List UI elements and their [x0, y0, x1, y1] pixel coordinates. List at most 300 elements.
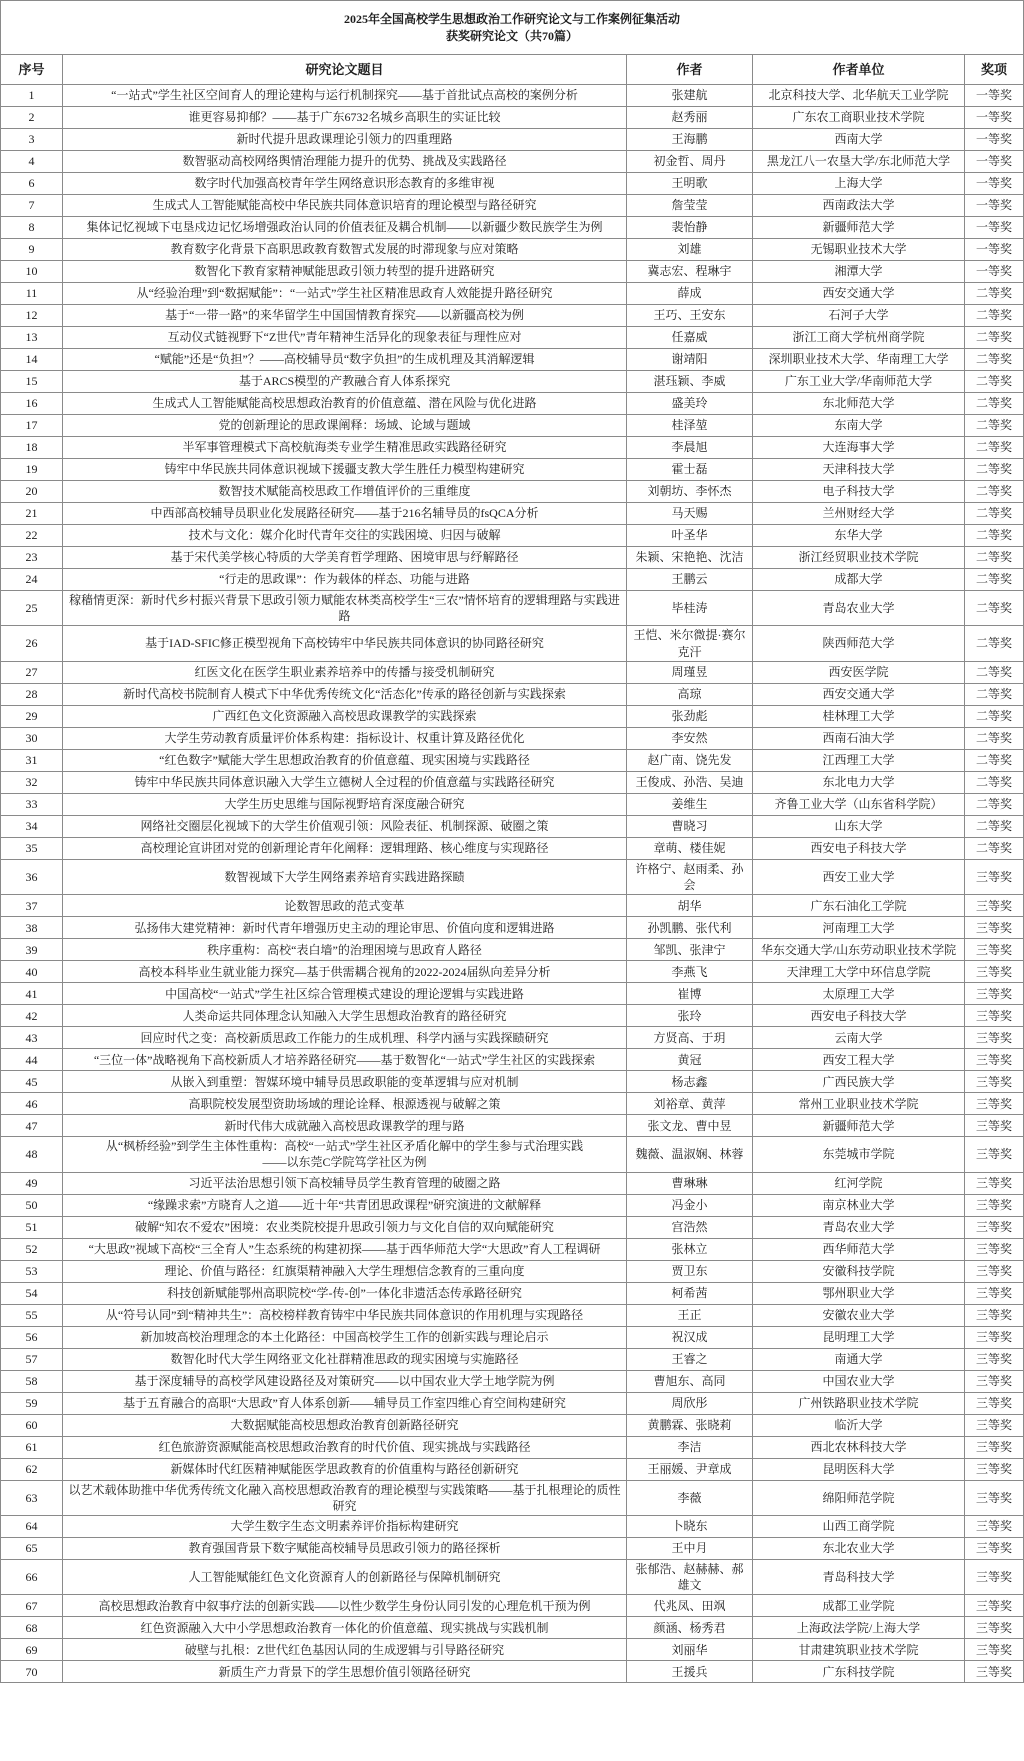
paper-author: 胡华	[627, 895, 753, 917]
table-row	[1, 1436, 1024, 1458]
paper-title: 破壁与扎根：Z世代红色基因认同的生成逻辑与引导路径研究	[63, 1639, 627, 1661]
paper-award: 一等奖	[965, 107, 1024, 129]
row-number: 13	[1, 327, 63, 349]
paper-award: 三等奖	[965, 1348, 1024, 1370]
row-number: 15	[1, 371, 63, 393]
paper-award: 二等奖	[965, 569, 1024, 591]
table-row	[1, 1304, 1024, 1326]
row-number: 1	[1, 85, 63, 107]
row-number: 55	[1, 1304, 63, 1326]
paper-unit: 山东大学	[753, 815, 965, 837]
paper-award: 三等奖	[965, 1216, 1024, 1238]
table-row	[1, 1348, 1024, 1370]
paper-unit: 齐鲁工业大学（山东省科学院）	[753, 793, 965, 815]
paper-title: 基于ARCS模型的产教融合育人体系探究	[63, 371, 627, 393]
row-number: 40	[1, 961, 63, 983]
paper-unit: 华东交通大学/山东劳动职业技术学院	[753, 939, 965, 961]
paper-title: 秩序重构：高校“表白墙”的治理困境与思政育人路径	[63, 939, 627, 961]
paper-award: 三等奖	[965, 859, 1024, 894]
paper-unit: 甘肃建筑职业技术学院	[753, 1639, 965, 1661]
row-number: 60	[1, 1414, 63, 1436]
paper-award: 二等奖	[965, 749, 1024, 771]
table-row	[1, 195, 1024, 217]
paper-author: 刘朝坊、李怀杰	[627, 481, 753, 503]
paper-title: 大数据赋能高校思想政治教育创新路径研究	[63, 1414, 627, 1436]
paper-author: 祝汉成	[627, 1326, 753, 1348]
paper-title: 铸牢中华民族共同体意识融入大学生立德树人全过程的价值意蕴与实践路径研究	[63, 771, 627, 793]
paper-unit: 成都大学	[753, 569, 965, 591]
paper-author: 霍士磊	[627, 459, 753, 481]
row-number: 3	[1, 129, 63, 151]
paper-author: 张建航	[627, 85, 753, 107]
row-number: 42	[1, 1005, 63, 1027]
row-number: 6	[1, 173, 63, 195]
paper-author: 叶圣华	[627, 525, 753, 547]
paper-author: 方贤高、于玥	[627, 1027, 753, 1049]
paper-unit: 广东科技学院	[753, 1661, 965, 1683]
paper-award: 二等奖	[965, 327, 1024, 349]
paper-author: 王丽媛、尹章成	[627, 1458, 753, 1480]
paper-author: 张玲	[627, 1005, 753, 1027]
row-number: 7	[1, 195, 63, 217]
paper-award: 二等奖	[965, 705, 1024, 727]
row-number: 17	[1, 415, 63, 437]
paper-author: 刘雄	[627, 239, 753, 261]
paper-award: 三等奖	[965, 1282, 1024, 1304]
paper-award: 三等奖	[965, 1304, 1024, 1326]
table-row	[1, 1071, 1024, 1093]
paper-unit: 电子科技大学	[753, 481, 965, 503]
paper-award: 二等奖	[965, 437, 1024, 459]
paper-author: 盛美玲	[627, 393, 753, 415]
paper-title: 数智化时代大学生网络亚文化社群精准思政的现实困境与实施路径	[63, 1348, 627, 1370]
paper-title: 网络社交圈层化视域下的大学生价值观引领：风险表征、机制探源、破圈之策	[63, 815, 627, 837]
paper-author: 曹晓习	[627, 815, 753, 837]
paper-author: 王正	[627, 1304, 753, 1326]
row-number: 61	[1, 1436, 63, 1458]
paper-title: 党的创新理论的思政课阐释：场域、论域与题域	[63, 415, 627, 437]
paper-title: “红色数字”赋能大学生思想政治教育的价值意蕴、现实困境与实践路径	[63, 749, 627, 771]
row-number: 41	[1, 983, 63, 1005]
table-row	[1, 1392, 1024, 1414]
paper-author: 黄冠	[627, 1049, 753, 1071]
paper-title: 互动仪式链视野下“Z世代”青年精神生活异化的现象表征与理性应对	[63, 327, 627, 349]
paper-title: 数智视域下大学生网络素养培育实践进路探赜	[63, 859, 627, 894]
table-row	[1, 591, 1024, 626]
paper-award: 三等奖	[965, 1093, 1024, 1115]
paper-unit: 新疆师范大学	[753, 217, 965, 239]
paper-title: 新媒体时代红医精神赋能医学思政教育的价值重构与路径创新研究	[63, 1458, 627, 1480]
paper-unit: 桂林理工大学	[753, 705, 965, 727]
paper-award: 二等奖	[965, 661, 1024, 683]
paper-title: 高校本科毕业生就业能力探究—基于供需耦合视角的2022-2024届纵向差异分析	[63, 961, 627, 983]
paper-author: 李安然	[627, 727, 753, 749]
table-row	[1, 1115, 1024, 1137]
row-number: 29	[1, 705, 63, 727]
row-number: 64	[1, 1515, 63, 1537]
row-number: 48	[1, 1137, 63, 1172]
row-number: 27	[1, 661, 63, 683]
row-number: 56	[1, 1326, 63, 1348]
row-number: 38	[1, 917, 63, 939]
paper-award: 一等奖	[965, 85, 1024, 107]
table-row	[1, 661, 1024, 683]
paper-title: 新质生产力背景下的学生思想价值引领路径研究	[63, 1661, 627, 1683]
paper-title: 半军事管理模式下高校航海类专业学生精准思政实践路径研究	[63, 437, 627, 459]
paper-title: 基于宋代美学核心特质的大学美育哲学理路、困境审思与纾解路径	[63, 547, 627, 569]
paper-award: 三等奖	[965, 1414, 1024, 1436]
paper-author: 刘裕章、黄萍	[627, 1093, 753, 1115]
paper-award: 二等奖	[965, 305, 1024, 327]
paper-title: 中国高校“一站式”学生社区综合管理模式建设的理论逻辑与实践进路	[63, 983, 627, 1005]
table-row	[1, 1282, 1024, 1304]
column-header-unit: 作者单位	[753, 55, 965, 85]
paper-author: 裴怡静	[627, 217, 753, 239]
paper-award: 二等奖	[965, 683, 1024, 705]
paper-author: 张劲彪	[627, 705, 753, 727]
paper-title: 大学生劳动教育质量评价体系构建：指标设计、权重计算及路径优化	[63, 727, 627, 749]
paper-unit: 东北农业大学	[753, 1537, 965, 1559]
paper-title: 大学生历史思维与国际视野培育深度融合研究	[63, 793, 627, 815]
paper-award: 一等奖	[965, 261, 1024, 283]
paper-award: 三等奖	[965, 1049, 1024, 1071]
table-row	[1, 815, 1024, 837]
row-number: 62	[1, 1458, 63, 1480]
row-number: 18	[1, 437, 63, 459]
paper-unit: 西安电子科技大学	[753, 1005, 965, 1027]
paper-award: 二等奖	[965, 349, 1024, 371]
paper-award: 二等奖	[965, 815, 1024, 837]
paper-title: 高校理论宣讲团对党的创新理论青年化阐释：逻辑理路、核心维度与实现路径	[63, 837, 627, 859]
row-number: 2	[1, 107, 63, 129]
table-row	[1, 917, 1024, 939]
paper-author: 王巧、王安东	[627, 305, 753, 327]
paper-author: 冀志宏、程琳宇	[627, 261, 753, 283]
table-row	[1, 151, 1024, 173]
paper-award: 一等奖	[965, 239, 1024, 261]
row-number: 50	[1, 1194, 63, 1216]
paper-title: 基于五育融合的高职“大思政”育人体系创新——辅导员工作室四维心育空间构建研究	[63, 1392, 627, 1414]
paper-title: “行走的思政课”：作为载体的样态、功能与进路	[63, 569, 627, 591]
paper-award: 二等奖	[965, 283, 1024, 305]
paper-unit: 浙江工商大学杭州商学院	[753, 327, 965, 349]
paper-author: 王恺、米尔微提·赛尔克汗	[627, 626, 753, 661]
paper-title: 论数智思政的范式变革	[63, 895, 627, 917]
table-row	[1, 983, 1024, 1005]
paper-author: 毕桂涛	[627, 591, 753, 626]
paper-author: 崔博	[627, 983, 753, 1005]
paper-award: 三等奖	[965, 1559, 1024, 1594]
table-row	[1, 1414, 1024, 1436]
paper-unit: 湘潭大学	[753, 261, 965, 283]
paper-title: 破解“知农不爱农”困境：农业类院校提升思政引领力与文化自信的双向赋能研究	[63, 1216, 627, 1238]
paper-award: 一等奖	[965, 151, 1024, 173]
row-number: 21	[1, 503, 63, 525]
row-number: 49	[1, 1172, 63, 1194]
paper-unit: 深圳职业技术大学、华南理工大学	[753, 349, 965, 371]
paper-unit: 北京科技大学、北华航天工业学院	[753, 85, 965, 107]
row-number: 45	[1, 1071, 63, 1093]
paper-title: 集体记忆视域下屯垦戍边记忆场增强政治认同的价值表征及耦合机制——以新疆少数民族学生为例	[63, 217, 627, 239]
paper-author: 薛成	[627, 283, 753, 305]
row-number: 26	[1, 626, 63, 661]
paper-unit: 东北电力大学	[753, 771, 965, 793]
paper-award: 三等奖	[965, 1458, 1024, 1480]
column-header-author: 作者	[627, 55, 753, 85]
paper-title: 基于IAD-SFIC修正模型视角下高校铸牢中华民族共同体意识的协同路径研究	[63, 626, 627, 661]
paper-title: 新加坡高校治理理念的本土化路径：中国高校学生工作的创新实践与理论启示	[63, 1326, 627, 1348]
paper-award: 三等奖	[965, 1436, 1024, 1458]
row-number: 35	[1, 837, 63, 859]
paper-unit: 上海大学	[753, 173, 965, 195]
paper-award: 二等奖	[965, 415, 1024, 437]
table-row	[1, 1093, 1024, 1115]
paper-award: 三等奖	[965, 895, 1024, 917]
table-row	[1, 1515, 1024, 1537]
paper-unit: 河南理工大学	[753, 917, 965, 939]
paper-award: 三等奖	[965, 1326, 1024, 1348]
paper-title: 稼穑情更深：新时代乡村振兴背景下思政引领力赋能农林类高校学生“三农”情怀培育的逻辑理路与实践进路	[63, 591, 627, 626]
paper-author: 黄鹏霖、张晓莉	[627, 1414, 753, 1436]
table-row	[1, 173, 1024, 195]
paper-award: 三等奖	[965, 917, 1024, 939]
table-row	[1, 1639, 1024, 1661]
paper-award: 二等奖	[965, 837, 1024, 859]
paper-unit: 青岛农业大学	[753, 1216, 965, 1238]
paper-title-line2: ——以东莞C学院笃学社区为例	[262, 1155, 427, 1170]
paper-author: 高琼	[627, 683, 753, 705]
paper-title: 数智化下教育家精神赋能思政引领力转型的提升进路研究	[63, 261, 627, 283]
table-row	[1, 1480, 1024, 1515]
paper-title: 生成式人工智能赋能高校思想政治教育的价值意蕴、潜在风险与优化进路	[63, 393, 627, 415]
paper-author: 王中月	[627, 1537, 753, 1559]
paper-title: 从“经验治理”到“数据赋能”：“一站式”学生社区精准思政育人效能提升路径研究	[63, 283, 627, 305]
paper-author: 李燕飞	[627, 961, 753, 983]
paper-unit: 南京林业大学	[753, 1194, 965, 1216]
paper-author: 杨志鑫	[627, 1071, 753, 1093]
paper-title: 生成式人工智能赋能高校中华民族共同体意识培育的理论模型与路径研究	[63, 195, 627, 217]
paper-title: 铸牢中华民族共同体意识视域下援疆支教大学生胜任力模型构建研究	[63, 459, 627, 481]
row-number: 34	[1, 815, 63, 837]
paper-award: 三等奖	[965, 1392, 1024, 1414]
paper-unit: 广东农工商职业技术学院	[753, 107, 965, 129]
paper-unit: 东华大学	[753, 525, 965, 547]
paper-title: 红色旅游资源赋能高校思想政治教育的时代价值、现实挑战与实践路径	[63, 1436, 627, 1458]
paper-award: 三等奖	[965, 1537, 1024, 1559]
paper-title: 从“枫桥经验”到学生主体性重构：高校“一站式”学生社区矛盾化解中的学生参与式治理实践 ——以东莞C学院笃学社区为例	[63, 1137, 627, 1172]
table-row	[1, 1326, 1024, 1348]
table-row	[1, 459, 1024, 481]
paper-author: 章萌、楼佳妮	[627, 837, 753, 859]
paper-author: 许格宁、赵雨柔、孙会	[627, 859, 753, 894]
table-row	[1, 415, 1024, 437]
paper-author: 冯金小	[627, 1194, 753, 1216]
row-number: 52	[1, 1238, 63, 1260]
paper-unit: 西南政法大学	[753, 195, 965, 217]
paper-unit: 云南大学	[753, 1027, 965, 1049]
table-row	[1, 859, 1024, 894]
paper-author: 王明歌	[627, 173, 753, 195]
paper-title: 谁更容易抑郁？——基于广东6732名城乡高职生的实证比较	[63, 107, 627, 129]
table-row	[1, 503, 1024, 525]
paper-unit: 南通大学	[753, 1348, 965, 1370]
table-row	[1, 437, 1024, 459]
table-row	[1, 1194, 1024, 1216]
table-row	[1, 481, 1024, 503]
paper-award: 三等奖	[965, 1515, 1024, 1537]
table-row	[1, 1049, 1024, 1071]
paper-unit: 西安电子科技大学	[753, 837, 965, 859]
paper-author: 李洁	[627, 1436, 753, 1458]
paper-unit: 兰州财经大学	[753, 503, 965, 525]
paper-title: 大学生数字生态文明素养评价指标构建研究	[63, 1515, 627, 1537]
paper-unit: 昆明理工大学	[753, 1326, 965, 1348]
row-number: 16	[1, 393, 63, 415]
row-number: 9	[1, 239, 63, 261]
table-row	[1, 1238, 1024, 1260]
paper-unit: 东莞城市学院	[753, 1137, 965, 1172]
row-number: 28	[1, 683, 63, 705]
paper-author: 颜涵、杨秀君	[627, 1617, 753, 1639]
table-row	[1, 569, 1024, 591]
table-row	[1, 283, 1024, 305]
paper-unit: 广东工业大学/华南师范大学	[753, 371, 965, 393]
paper-award: 三等奖	[965, 939, 1024, 961]
table-row	[1, 1661, 1024, 1683]
paper-award: 三等奖	[965, 1480, 1024, 1515]
paper-title: “赋能”还是“负担”？——高校辅导员“数字负担”的生成机理及其消解逻辑	[63, 349, 627, 371]
paper-title: 高职院校发展型资助场域的理论诠释、根源透视与破解之策	[63, 1093, 627, 1115]
row-number: 10	[1, 261, 63, 283]
row-number: 19	[1, 459, 63, 481]
paper-unit: 西华师范大学	[753, 1238, 965, 1260]
paper-unit: 天津科技大学	[753, 459, 965, 481]
row-number: 59	[1, 1392, 63, 1414]
paper-award: 二等奖	[965, 393, 1024, 415]
paper-unit: 新疆师范大学	[753, 1115, 965, 1137]
paper-author: 桂泽堃	[627, 415, 753, 437]
paper-title: 从“符号认同”到“精神共生”：高校榜样教育铸牢中华民族共同体意识的作用机理与实现路径	[63, 1304, 627, 1326]
paper-award: 三等奖	[965, 1194, 1024, 1216]
row-number: 11	[1, 283, 63, 305]
paper-unit: 广西民族大学	[753, 1071, 965, 1093]
table-row	[1, 705, 1024, 727]
paper-unit: 天津理工大学中环信息学院	[753, 961, 965, 983]
paper-unit: 浙江经贸职业技术学院	[753, 547, 965, 569]
paper-title: “缘躁求索”方晓育人之道——近十年“共青团思政课程”研究演进的文献解释	[63, 1194, 627, 1216]
paper-unit: 西安工程大学	[753, 1049, 965, 1071]
paper-unit: 东南大学	[753, 415, 965, 437]
table-row	[1, 525, 1024, 547]
row-number: 4	[1, 151, 63, 173]
row-number: 67	[1, 1595, 63, 1617]
document-title-line2: 获奖研究论文（共70篇）	[446, 28, 579, 43]
column-header-row	[1, 55, 1024, 85]
paper-award: 三等奖	[965, 1639, 1024, 1661]
row-number: 36	[1, 859, 63, 894]
row-number: 66	[1, 1559, 63, 1594]
paper-title: 科技创新赋能鄂州高职院校“学-传-创”一体化非遗活态传承路径研究	[63, 1282, 627, 1304]
table-row	[1, 107, 1024, 129]
paper-title: 回应时代之变：高校新质思政工作能力的生成机理、科学内涵与实践探赜研究	[63, 1027, 627, 1049]
row-number: 12	[1, 305, 63, 327]
row-number: 46	[1, 1093, 63, 1115]
paper-award: 一等奖	[965, 173, 1024, 195]
paper-award: 三等奖	[965, 1617, 1024, 1639]
table-row	[1, 771, 1024, 793]
paper-title: 从嵌入到重塑：智媒环境中辅导员思政职能的变革逻辑与应对机制	[63, 1071, 627, 1093]
paper-author: 湛珏颖、李威	[627, 371, 753, 393]
row-number: 20	[1, 481, 63, 503]
table-row	[1, 1260, 1024, 1282]
table-row	[1, 129, 1024, 151]
row-number: 23	[1, 547, 63, 569]
paper-title: 人工智能赋能红色文化资源育人的创新路径与保障机制研究	[63, 1559, 627, 1594]
paper-title: 技术与文化：媒介化时代青年交往的实践困境、归因与破解	[63, 525, 627, 547]
paper-unit: 陕西师范大学	[753, 626, 965, 661]
paper-award: 一等奖	[965, 129, 1024, 151]
paper-unit: 昆明医科大学	[753, 1458, 965, 1480]
paper-author: 詹莹莹	[627, 195, 753, 217]
paper-author: 刘丽华	[627, 1639, 753, 1661]
paper-author: 张郁浩、赵赫赫、郝雄文	[627, 1559, 753, 1594]
paper-award: 二等奖	[965, 591, 1024, 626]
paper-award: 二等奖	[965, 793, 1024, 815]
paper-unit: 广州铁路职业技术学院	[753, 1392, 965, 1414]
paper-award: 二等奖	[965, 626, 1024, 661]
column-header-no: 序号	[1, 55, 63, 85]
row-number: 37	[1, 895, 63, 917]
paper-unit: 西北农林科技大学	[753, 1436, 965, 1458]
row-number: 43	[1, 1027, 63, 1049]
table-row	[1, 1216, 1024, 1238]
paper-title: 习近平法治思想引领下高校辅导员学生教育管理的破圈之路	[63, 1172, 627, 1194]
row-number: 51	[1, 1216, 63, 1238]
table-row	[1, 261, 1024, 283]
paper-award: 二等奖	[965, 525, 1024, 547]
paper-award: 三等奖	[965, 1661, 1024, 1683]
paper-title: “一站式”学生社区空间育人的理论建构与运行机制探究——基于首批试点高校的案例分析	[63, 85, 627, 107]
paper-unit: 黑龙江八一农垦大学/东北师范大学	[753, 151, 965, 173]
paper-title: 理论、价值与路径：红旗渠精神融入大学生理想信念教育的三重向度	[63, 1260, 627, 1282]
table-row	[1, 626, 1024, 661]
row-number: 47	[1, 1115, 63, 1137]
paper-award: 三等奖	[965, 1260, 1024, 1282]
paper-unit: 西南大学	[753, 129, 965, 151]
paper-award: 三等奖	[965, 1071, 1024, 1093]
paper-unit: 安徽农业大学	[753, 1304, 965, 1326]
paper-author: 赵秀丽	[627, 107, 753, 129]
paper-author: 王援兵	[627, 1661, 753, 1683]
paper-award: 二等奖	[965, 459, 1024, 481]
row-number: 69	[1, 1639, 63, 1661]
paper-title: 以艺术载体助推中华优秀传统文化融入高校思想政治教育的理论模型与实践策略——基于扎根理论的质性研究	[63, 1480, 627, 1515]
table-row	[1, 1617, 1024, 1639]
paper-author: 张文龙、曹中昱	[627, 1115, 753, 1137]
paper-author: 朱颖、宋艳艳、沈洁	[627, 547, 753, 569]
paper-title: 基于“一带一路”的来华留学生中国国情教育探究——以新疆高校为例	[63, 305, 627, 327]
paper-author: 邹凯、张津宁	[627, 939, 753, 961]
paper-author: 任嘉威	[627, 327, 753, 349]
table-row	[1, 683, 1024, 705]
paper-unit: 安徽科技学院	[753, 1260, 965, 1282]
paper-unit: 江西理工大学	[753, 749, 965, 771]
paper-award: 二等奖	[965, 503, 1024, 525]
row-number: 8	[1, 217, 63, 239]
paper-award: 三等奖	[965, 1172, 1024, 1194]
paper-author: 魏薇、温淑娴、林蓉	[627, 1137, 753, 1172]
paper-author: 赵广南、饶先发	[627, 749, 753, 771]
